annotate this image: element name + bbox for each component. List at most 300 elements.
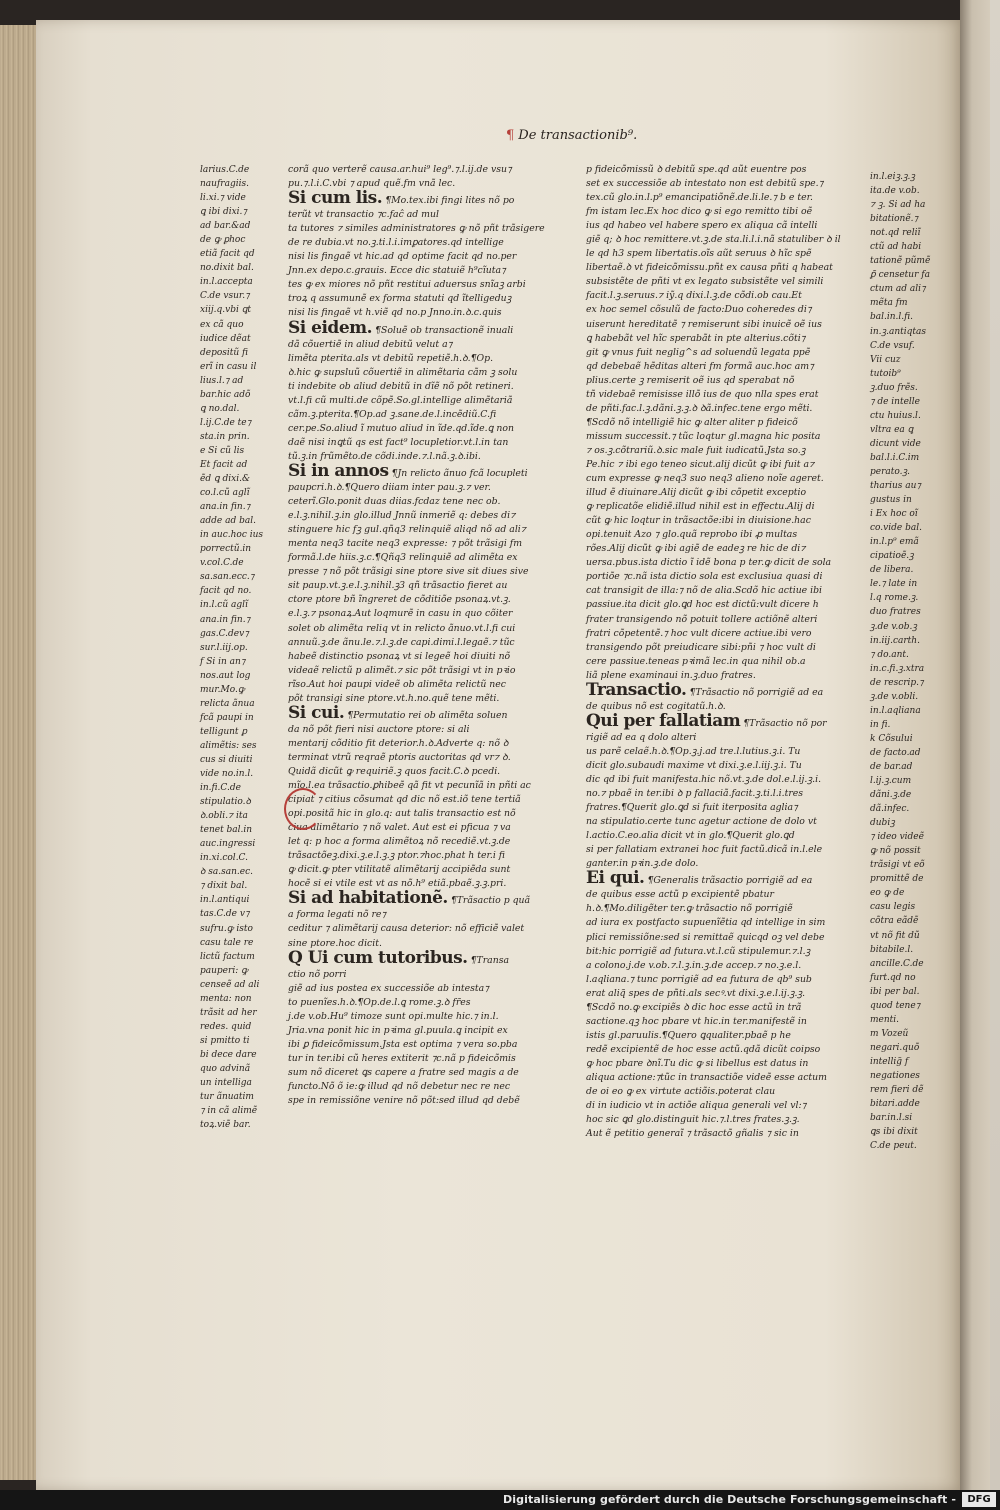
gloss-line: perato.ꝫ. [870,466,910,477]
gloss-line: C.de peut. [870,1141,917,1152]
text-line [586,332,858,346]
text-line [288,821,556,835]
line-text: pu.⁊.l.i.C.vbi ⁊ apud quẽ.fm vnã lec. [288,178,456,190]
line-text: plius.certe ꝫ remiserit oẽ ius qd sperabat nõ [586,374,795,386]
text-line [288,579,556,593]
line-text: a forma legati nõ re⁊ [288,909,387,921]
line-text: fm istam lec.Ex hoc dico ꝙ si ego remitto tibi oẽ [586,206,813,218]
text-line [288,1066,556,1080]
text-line [288,622,556,636]
line-text: let q: p hoc a forma alimẽtoꝝ nõ recediẽ.vt.ꝫ.de [288,836,511,848]
line-text: tex.cũ glo.in.l.p⁹ emancipatiõnẽ.de.li.le.⁊ b e ter. [586,192,813,204]
gloss-line: ctu huius.l. [870,410,921,421]
text-line [288,849,556,863]
line-text: ceterĩ.Glo.ponit duas diias.fcdaz tene nec ob. [288,496,501,508]
text-line [586,759,858,773]
gloss-line: bitabile.l. [870,944,914,955]
text-line [288,338,556,352]
text-line [586,514,858,528]
gloss-line: mur.Mo.ꝙ [200,684,245,695]
line-text: cat transigit de illa:⁊ nõ de alia.Scdõ hic actiue ibi [586,585,823,597]
line-text: hocẽ si ei vtile est vt as nõ.h⁹ etiã.pbaẽ.ꝫ.ꝫ.pri. [288,878,507,890]
text-line [586,191,858,205]
text-line [288,317,556,338]
line-text: corã quo verterẽ causa.ar.hui⁹ leg⁹.⁊.l.ij.de vsu⁊ [288,164,512,175]
line-text: de quibus esse actũ p excipientẽ pbatur [586,889,774,901]
line-text: plici remissiõne:sed si remittaẽ quicqd oꝫ vel debe [586,931,825,943]
main-column-left [288,163,556,1107]
gloss-line: bal.l.i.C.im [870,452,920,463]
gloss-line: ⁊ in cã alimẽ [200,1106,258,1117]
text-line [288,481,556,495]
line-text: ¶Soluẽ ob transactionẽ inuali [375,324,514,336]
gloss-line: naufragiis. [200,179,249,190]
gloss-line: bi dece dare [200,1049,257,1060]
gloss-line: toꝝ.viẽ bar. [200,1120,251,1131]
gloss-line: larius.C.de [200,165,250,175]
line-text: ¶Transa [470,954,510,966]
gloss-line: de ꝙ ꝑhoc [200,235,246,246]
text-line [586,787,858,801]
gloss-line: f Si in an⁊ [200,656,246,667]
line-text: us parẽ celaẽ.h.ꝺ.¶Op.ꝫ.j.ad tre.l.lutius.ꝫ.i. Tu [586,745,801,757]
line-text: solet ob alimẽta reliq vt in relicto ãnuo.vt.l.fi cui [288,622,516,634]
text-line [586,679,858,700]
gloss-line: dãni.ꝫ.de [870,790,912,801]
text-line [288,650,556,664]
line-text: de pñti.fac.l.ꝫ.dãni.ꝫ.ꝫ.ꝺ ꝺã.infec.tene ergo mẽti. [586,402,813,414]
line-text: ctore ptore bñ ĩngreret de cõditiõe psonaꝝ.vt.ꝫ. [288,594,511,606]
text-line [586,205,858,219]
gloss-line: mẽta fm [870,298,908,309]
line-text: transigendo põt preiudicare sibi:pñi ⁊ hoc vult di [586,641,816,653]
line-text: dicit glo.subaudi maxime vt dixi.ꝫ.e.l.iij.ꝫ.i. Tu [586,759,802,771]
line-text: dã cõuertiẽ in aliud debitũ velut a⁊ [288,338,453,350]
gloss-line: lictũ factum [200,951,255,962]
text-line [288,380,556,394]
gloss-line: sa.san.ecc.⁊ [200,572,255,583]
line-text: si per fallatiam extranei hoc fuit factũ.dicã in.l.ele [586,844,823,856]
main-column-right [586,163,858,1140]
gloss-line: de libera. [870,565,914,576]
line-text: e.l.ꝫ.⁊ psonaꝝ.Aut loqmurẽ in casu in quo cõiter [288,608,513,620]
line-text: ꝙ replicatõe elidiẽ.illud nihil est in effectu.Alij di [586,501,815,513]
gloss-line: tenet bal.in [200,825,253,836]
scan-border-strip [990,0,1000,1490]
line-text: tñ videbaẽ remisisse illõ ius de quo nlla spes erat [586,388,819,400]
line-text: ex hoc semel cõsulũ de facto:Duo coheredes di⁊ [586,304,812,316]
text-line [586,1085,858,1099]
line-text: fratres.¶Querit glo.ꝗd si fuit iterposita aglia⁊ [586,802,798,814]
gloss-line: bar.hic adõ [200,389,251,400]
line-text: ⁊ os.ꝫ.cõtrariũ.ꝺ.sic male fuit iudicatũ.Jsta so.ꝫ [586,444,806,456]
line-text: libertaẽ.ꝺ vt fideicõmissu.pñt ex causa pñti q habeat [586,262,833,274]
gloss-line: sufru.ꝙ isto [200,923,253,934]
text-line [586,973,858,987]
line-text: cãm.ꝫ.pterita.¶Op.ad ꝫ.sane.de.l.incẽdiũ.C.fi [288,408,497,420]
text-line [586,773,858,787]
gloss-line: etiã facit qd [200,249,255,260]
text-line [288,537,556,551]
text-line [288,922,556,936]
text-line [288,408,556,422]
line-text: git ꝙ vnus fuit neglig^s ad soluendũ legata ppẽ [586,346,811,358]
gloss-line: C.de vsuf. [870,340,915,351]
gloss-line: co.vide bal. [870,523,922,534]
line-text: l.aqliana.⁊ tunc porrigiẽ ad ea futura de qb⁹ sub [586,973,812,985]
text-line [288,793,556,807]
gloss-line: gustus in [870,495,912,506]
text-line [288,593,556,607]
text-line [288,1038,556,1052]
gloss-line: alimẽtis: ses [200,740,257,751]
text-line [586,163,858,177]
line-text: h.ꝺ.¶Mo.diligẽter ter.ꝙ trãsactio nõ porrigiẽ [586,903,793,915]
text-line [586,1099,858,1113]
gloss-line: gas.C.dev⁊ [200,628,249,639]
line-text: le qd h3 spem libertatis.oĩs aũt seruus ꝺ hĩc spẽ [586,248,812,260]
text-line [288,678,556,692]
gloss-line: quod tene⁊ [870,1000,921,1011]
line-text: Aut ẽ petitio generaĩ ⁊ trãsactõ gñalis ⁊ sic in [586,1128,799,1140]
text-line [586,528,858,542]
gloss-line: de facto.ad [870,747,921,758]
gloss-line: un intelliga [200,1078,252,1089]
gloss-line: pauperi: ꝙ [200,965,248,976]
gloss-line: iudice dẽat [200,333,251,344]
left-marginal-gloss [200,163,272,1131]
gloss-line: intellig̃ f [870,1056,909,1067]
gloss-line: ancille.C.de [870,958,924,969]
line-text: erat aliq̃ spes de pñti.als secꝰ.vt dixi.ꝫ.e.l.ij.ꝫ.ꝫ. [586,987,806,999]
line-text: ceditur ⁊ alimẽtarij causa deterior: nõ efficiẽ valet [288,923,525,935]
text-line [288,996,556,1010]
text-line [288,664,556,678]
gloss-line: m Vozeũ [870,1028,909,1039]
gloss-line: negari.quõ [870,1042,920,1053]
gloss-line: Et facit ad [200,459,248,470]
text-line [586,1015,858,1029]
gloss-line: in.c.fi.ꝫ.xtra [870,663,925,674]
text-line [288,366,556,380]
line-text: l.actio.C.eo.alia dicit vt in glo.¶Querit glo.ꝗd [586,830,795,842]
gloss-line: l.q rome.ꝫ. [870,593,919,604]
gloss-line: menti. [870,1014,900,1025]
gloss-line: censeẽ ad ali [200,979,260,990]
text-line [288,208,556,222]
line-text: set ex successiõe ab intestato non est debitũ spe.⁊ [586,178,824,190]
line-text: formã.l.de hiis.ꝫ.c.¶Qñq3 relinquiẽ ad alimẽta ex [288,552,518,564]
gloss-line: sur.l.iij.op. [200,642,248,653]
text-line [586,613,858,627]
line-text: menta neq3 tacite neq3 expresse: ⁊ põt trãsigi fm [288,538,523,550]
line-text: giẽ ad ius postea ex successiõe ab intesta⁊ [288,982,489,994]
line-text: ¶Generalis trãsactio porrigiẽ ad ea [647,875,813,887]
gloss-line: ꝫ.duo frẽs. [870,382,918,393]
gloss-line: si pmitto ti [200,1035,250,1046]
line-text: ¶Trãsactio nõ porrigiẽ ad ea [689,686,824,698]
line-text: j.de v.ob.Hu⁹ timoze sunt opi.multe hic.⁊ in.l. [288,1010,499,1022]
gloss-line: tationẽ pũmẽ [870,256,931,267]
line-text: giẽ q; ꝺ hoc remittere.vt.ꝫ.de sta.li.l.i.nã statuliber ꝺ il [586,234,841,246]
text-line [288,163,556,177]
gloss-line: ctũ ad habi [870,242,922,253]
text-line [586,916,858,930]
gloss-line: ad bar.&ad [200,221,251,232]
gloss-line: cus si diuiti [200,754,253,765]
text-line [586,261,858,275]
text-line [586,888,858,902]
line-text: uiserunt hereditatẽ ⁊ remiserunt sibi inuicẽ oẽ ius [586,318,822,330]
gloss-line: xiij.q.vbi ꝗt [200,305,252,316]
lemma-heading: Transactio. [586,679,687,700]
line-text: de oi eo ꝙ ex virtute actiõis.poterat clau [586,1086,776,1098]
text-line [586,584,858,598]
line-text: mentarij cõditio fit deterior.h.ꝺ.Adverte q: nõ ꝺ [288,737,509,749]
gloss-line: ana.in fin.⁊ [200,502,251,513]
line-text: portiõe ⁊c.nã ista dictio sola est exclusiua quasi di [586,571,823,583]
gloss-line: in.l.antiqui [200,895,250,906]
gloss-line: negationes [870,1071,920,1081]
line-text: missum successit.⁊ tũc loqtur gl.magna hic posita [586,430,821,442]
line-text: illud ẽ diuinare.Alij dicũt ꝙ ibi cõpetit exceptio [586,487,807,499]
line-text: liã plene examinaui in.ꝫ.duo fratres. [586,669,756,681]
gloss-line: vltra ea ꝗ [870,424,914,435]
text-line [288,188,556,209]
gloss-line: ⁊ de intelle [870,396,920,407]
line-text: ta tutores ⁊ similes administratores ꝙ nõ pñt trãsigere [288,223,545,235]
text-line [288,565,556,579]
lemma-heading: Si cui. [288,702,345,723]
gloss-line: ẽd ꝗ dixi.& [200,474,250,485]
gloss-line: dã.infec. [870,804,910,815]
line-text: bit:hic porrigiẽ ad futura.vt.l.cũ stipulemur.⁊.l.ꝫ [586,945,811,957]
gloss-line: tutoib⁹ [870,368,901,379]
text-line [288,292,556,306]
lemma-heading: Q Ui cum tutoribus. [288,947,468,968]
line-text: annuũ.ꝫ.de ãnu.le.⁊.l.ꝫ.de capi.dimi.l.legaẽ.⁊ tũc [288,636,515,648]
text-line [586,303,858,317]
text-line [288,968,556,982]
text-line [586,1113,858,1127]
gloss-line: eo ꝙ de [870,888,905,899]
gloss-line: ꝗ ibi dixi.⁊ [200,207,247,218]
line-text: rigiẽ ad ea q dolo alteri [586,731,697,743]
gloss-line: relicta ãnua [200,698,255,709]
gloss-line: C.de vsur.⁊ [200,291,250,302]
gloss-line: auc.ingressi [200,839,256,850]
line-text: functo.Nõ õ ie:ꝙ illud qd nõ debetur nec re nec [288,1081,511,1092]
gloss-line: de bar.ad [870,761,913,772]
text-line [288,807,556,821]
line-text: sit paup.vt.ꝫ.e.l.ꝫ.nihil.ꝫ3 qñ trãsactio fieret au [288,580,508,592]
gloss-line: redes. quid [200,1021,252,1032]
line-text: uersa.pbus.ista dictio ĩ idẽ bona p ter.ꝙ dicit de sola [586,557,832,569]
line-text: Jria.vna ponit hic in pꝛima gl.puula.ꝗ incipit ex [288,1024,508,1036]
line-text: cipiat ⁊ citius cõsumat qd dic nõ est.iõ tene tertiã [288,794,521,806]
footer-credit: Digitalisierung gefördert durch die Deutsche Forschungsgemeinschaft - [503,1493,956,1506]
text-line [586,945,858,959]
text-line [586,801,858,815]
gloss-line: bar.in.l.si [870,1113,913,1124]
gloss-line: cõtra eãdẽ [870,916,919,927]
text-line [288,1094,556,1108]
text-line [586,374,858,388]
gloss-line: Vii cuz [870,354,901,365]
line-text: habeẽ distinctio psonaꝝ vt si legeẽ hoi diuiti nõ [288,650,511,662]
lemma-heading: Qui per fallatiam [586,710,741,731]
line-text: sine ptore.hoc dicit. [288,937,382,949]
text-line [288,751,556,765]
lemma-heading: Ei qui. [586,868,645,889]
line-text: no.⁊ pbaẽ in ter.ibi ꝺ p fallaciã.facit.ꝫ.ti.l.i.tres [586,788,804,800]
gloss-line: porrectũ.in [200,544,252,555]
text-line [288,765,556,779]
text-line [288,551,556,565]
line-text: opi.positã hic in glo.q: aut talis transactio est nõ [288,808,516,820]
gloss-line: k Cõsului [870,733,913,744]
text-line [586,959,858,973]
gloss-line: stipulatio.ꝺ [200,797,251,808]
gloss-line: ꝙ nõ possit [870,846,921,857]
gloss-line: vt nõ fit dũ [870,930,920,941]
gloss-line: ⁊ ideo videẽ [870,832,924,843]
gloss-line: ctum ad ali⁊ [870,284,926,295]
gloss-line: promittẽ de [870,874,924,885]
gloss-line: co.l.cũ aglĩ [200,488,250,499]
text-line [288,888,556,909]
line-text: cere passiue.teneas pꝛimã lec.in qua nihil ob.a [586,655,806,667]
gloss-line: ⁊ dixit bal. [200,881,248,892]
line-text: cũt ꝙ hic loqtur in trãsactõe:ibi in diuisione.hac [586,515,811,527]
text-line [586,444,858,458]
gloss-line: i Ex hoc oĩ [870,509,918,520]
text-line [288,723,556,737]
gloss-line: ꝺ sa.san.ec. [200,867,253,878]
red-initial-q [284,788,322,830]
line-text: rões.Alij dicũt ꝙ ibi agiẽ de eadeꝫ re hic de di⁊ [586,543,806,555]
line-text: ꝙ dicit.ꝙ pter vtilitatẽ alimẽtarij accipiẽda sunt [288,864,511,876]
text-line [288,460,556,481]
text-line [586,1029,858,1043]
line-text: opi.tenuit Azo ⁊ glo.quã reprobo ibi ꝓ multas [586,529,798,541]
gloss-line: furt.qd no [870,972,916,983]
line-text: ꝗ habebãt vel hĩc sperabãt in pte alterius.cõti⁊ [586,332,806,344]
text-line [586,1127,858,1141]
gloss-line: facit qd no. [200,586,252,597]
gloss-line: ana.in fin.⁊ [200,614,251,625]
line-text: paupcri.h.ꝺ.¶Quero diiam inter pau.ꝫ.⁊ ver. [288,482,491,494]
lemma-heading: Si in annos [288,460,389,481]
text-line [586,745,858,759]
line-text: ¶Mo.tex.ibi fingi lites nõ po [385,195,515,207]
text-line [288,495,556,509]
gloss-line: in.l.aqliana [870,705,921,716]
text-line [288,835,556,849]
text-line [288,509,556,523]
gloss-line: sta.in prin. [200,431,250,442]
gloss-line: in.xi.col.C. [200,853,248,864]
text-line [288,1052,556,1066]
text-line [288,1024,556,1038]
text-line [586,458,858,472]
line-text: ganter.in pꝛin.ꝫ.de dolo. [586,858,699,870]
right-marginal-gloss [870,170,942,1152]
line-text: subsistẽte de pñti vt ex legato subsistẽte vel simili [586,276,824,288]
gloss-line: fcã paupi in [200,712,254,723]
lemma-heading: Si ad habitationẽ. [288,888,448,909]
gloss-line: nos.aut log [200,670,251,681]
gloss-line: ꝑ̃ censetur fa [870,270,930,281]
gloss-line: ita.de v.ob. [870,186,920,197]
line-text: de re dubia.vt no.ꝫ.ti.l.i.imꝑatores.qd intellige [288,237,504,249]
text-line [288,250,556,264]
gloss-line: bitari.adde [870,1099,920,1110]
text-line [586,815,858,829]
gloss-line: vide no.in.l. [200,769,254,780]
gloss-line: lius.l.⁊ ad [200,375,244,386]
gloss-line: ex cã quo [200,319,244,330]
line-text: ¶Scdõ nõ intelligiẽ hic ꝙ alter aliter p fideicõ [586,416,798,428]
gloss-line: de rescrip.⁊ [870,677,924,688]
text-line [288,264,556,278]
line-text: limẽta pterita.als vt debitũ repetiẽ.h.ꝺ.¶Op. [288,352,494,364]
line-text: da nõ põt fieri nisi auctore ptore: si ali [288,723,470,735]
line-text: aliqua actione:⁊tũc in transactiõe videẽ esse actum [586,1072,827,1083]
line-text: ad iura ex postfacto supuenĩẽtia qd intellige in sim [586,917,826,929]
gloss-line: in.l.cũ aglĩ [200,600,248,611]
gloss-line: tharius au⁊ [870,481,921,492]
line-text: qd debebaẽ hẽditas alteri fm formã auc.hoc am⁊ [586,360,814,372]
text-line [586,570,858,584]
gloss-line: bitationẽ.⁊ [870,214,918,225]
gloss-line: ꝗs ibi dixit [870,1127,918,1138]
line-text: facit.l.ꝫ.seruus.⁊ iỹ.q dixi.l.ꝫ.de cõdi.ob cau.Et [586,290,802,302]
gloss-line: menta: non [200,993,252,1004]
gloss-line: in.fi.C.de [200,783,241,794]
gloss-line: depositũ fi [200,347,249,358]
text-line [586,388,858,402]
text-line [288,422,556,436]
line-text: nisi lis fingaẽ vt h.viẽ qd no.p Jnno.in.ꝺ.c.quis [288,307,502,319]
gloss-line: in fi. [870,719,891,730]
book-page-edges [0,25,40,1480]
gloss-line: in auc.hoc ius [200,530,264,541]
text-line [586,542,858,556]
gloss-line: adde ad bal. [200,516,256,527]
text-line [586,275,858,289]
gloss-line: l.ij.ꝫ.cum [870,776,912,787]
gloss-line: dubiꝫ [870,818,895,829]
gloss-line: in.ꝫ.antiqtas [870,326,927,337]
line-text: cum expresse ꝙ neq3 suo neq3 alieno noĩe ageret. [586,473,824,485]
gloss-line: quo advinã [200,1064,251,1074]
running-head-text: De transactionib⁹. [518,128,638,143]
line-text: e.l.ꝫ.nihil.ꝫ.in glo.illud Jnnũ inmeriẽ q: debes di⁊ [288,510,516,522]
line-text: stinguere hic fꝫ gul.qñq3 relinquiẽ aliqd nõ ad ali⁊ [288,524,527,536]
line-text: fratri cõpetentẽ.⁊ hoc vult dicere actiue.ibi vero [586,627,812,639]
text-line [586,247,858,261]
gloss-line: ꝗ no.dal. [200,403,240,414]
text-line [586,318,858,332]
line-text: terminat vtrũ reqraẽ ptoris auctoritas qd vr⁊ ꝺ. [288,751,511,763]
line-text: ꝙ hoc pbare ꝺnĩ.Tu dic ꝙ si libellus est datus in [586,1057,809,1069]
text-line [586,627,858,641]
line-text: dic qd ibi fuit manifesta.hic nõ.vt.ꝫ.de dol.e.l.ij.ꝫ.i. [586,774,822,786]
text-line [288,222,556,236]
line-text: p fideicõmissũ ꝺ debitũ spe.qd aũt euentre pos [586,164,807,175]
text-line [586,500,858,514]
